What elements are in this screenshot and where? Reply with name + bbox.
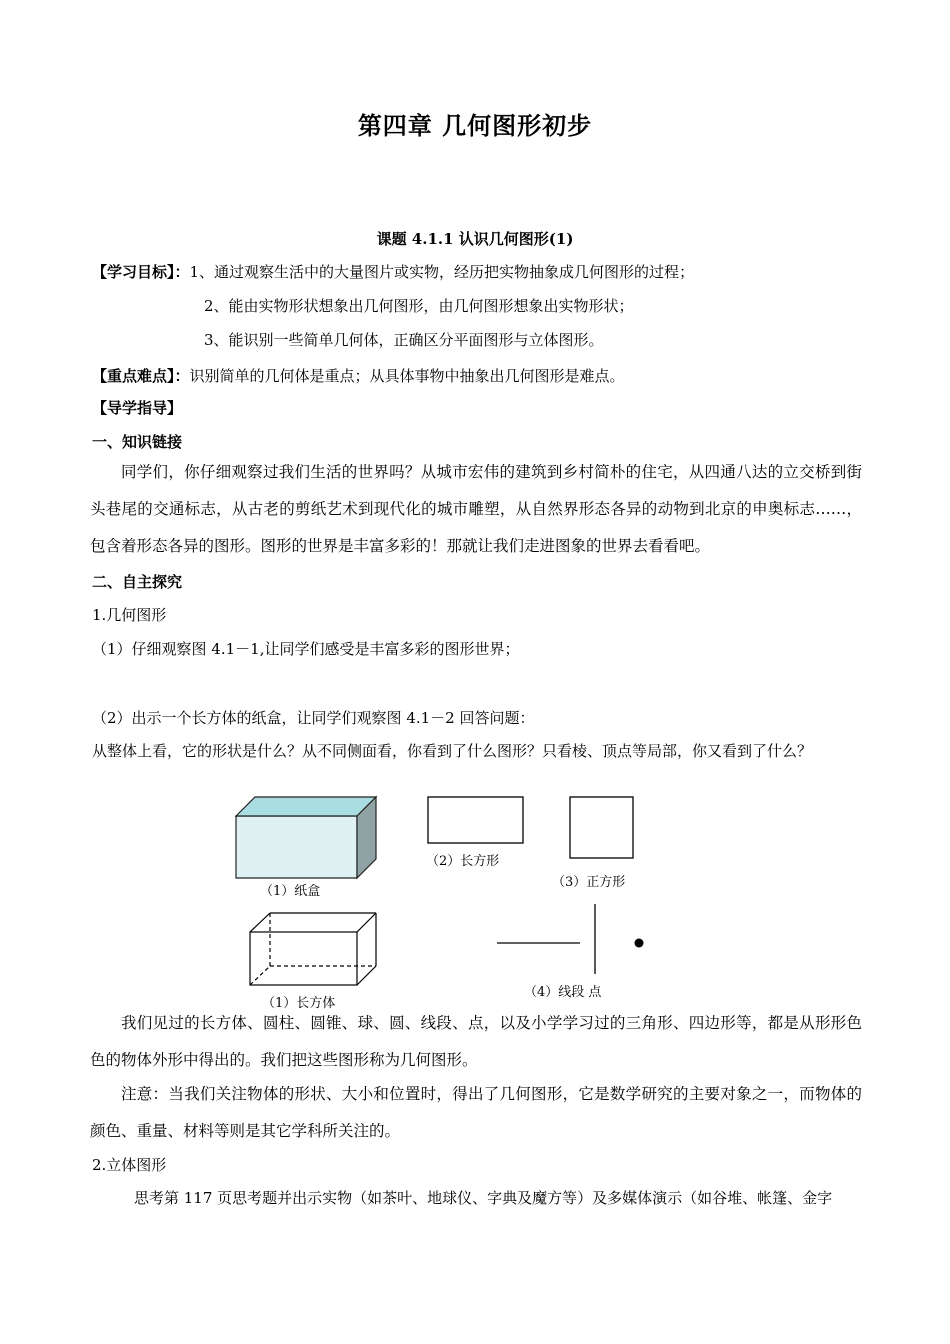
lesson-title: 课题 4.1.1 认识几何图形(1)	[376, 230, 574, 248]
figure-caption: （3）正方形	[552, 875, 626, 890]
rectangle-shape	[428, 797, 523, 843]
question-text: 从整体上看，它的形状是什么？从不同侧面看，你看到了什么图形？只看棱、顶点等局部，你又看到了什么？	[92, 742, 813, 760]
square-shape	[570, 797, 633, 858]
cuboid-wireframe	[250, 913, 376, 985]
figure-caption: （1）纸盒	[260, 884, 321, 899]
objective-item: 3、能识别一些简单几何体，正确区分平面图形与立体图形。	[204, 331, 604, 349]
figure-caption: （1）长方体	[262, 996, 336, 1011]
key-points-text: 识别简单的几何体是重点；从具体事物中抽象出几何图形是难点。	[189, 367, 625, 385]
note-paragraph: 注意：当我们关注物体的形状、大小和位置时，得出了几何图形，它是数学研究的主要对象之一，而物体的颜色、重量、材料等则是其它学科所关注的。	[90, 1085, 862, 1140]
section-heading: 一、知识链接	[92, 433, 183, 451]
key-points-label: 【重点难点】：	[92, 367, 190, 385]
section-heading: 二、自主探究	[92, 573, 183, 591]
last-paragraph: 思考第 117 页思考题并出示实物（如茶叶、地球仪、字典及魔方等）及多媒体演示（如谷堆、帐篷、金字	[134, 1189, 833, 1207]
figure-caption: （4）线段 点	[524, 985, 602, 1000]
objective-item: 1、通过观察生活中的大量图片或实物，经历把实物抽象成几何图形的过程；	[189, 263, 695, 281]
guide-label: 【导学指导】	[92, 399, 183, 417]
figure-caption: （2）长方形	[426, 854, 500, 869]
subsection-heading: 1.几何图形	[92, 606, 167, 624]
list-item: （2）出示一个长方体的纸盒，让同学们观察图 4.1－2 回答问题：	[92, 709, 535, 727]
intro-paragraph: 同学们，你仔细观察过我们生活的世界吗？从城市宏伟的建筑到乡村简朴的住宅，从四通八达的立交桥到街头巷尾的交通标志，从古老的剪纸艺术到现代化的城市雕塑，从自然界形态各异的动物到北京的申奥标志……，包含着形态各异的图形。图形的世界是丰富多彩的！那就让我们走进图象的世界去看看吧。	[90, 463, 862, 555]
geometric-shapes-paragraph: 我们见过的长方体、圆柱、圆锥、球、圆、线段、点，以及小学学习过的三角形、四边形等，都是从形形色色的物体外形中得出的。我们把这些图形称为几何图形。	[90, 1014, 862, 1069]
subsection-heading: 2.立体图形	[92, 1156, 167, 1174]
point-dot	[635, 939, 644, 948]
paper-box-illustration	[236, 797, 376, 878]
chapter-title: 第四章 几何图形初步	[357, 112, 593, 140]
list-item: （1）仔细观察图 4.1－1,让同学们感受是丰富多彩的图形世界；	[92, 640, 520, 658]
objective-item: 2、能由实物形状想象出几何图形，由几何图形想象出实物形状；	[204, 297, 634, 315]
objectives-label: 【学习目标】：	[92, 263, 190, 281]
